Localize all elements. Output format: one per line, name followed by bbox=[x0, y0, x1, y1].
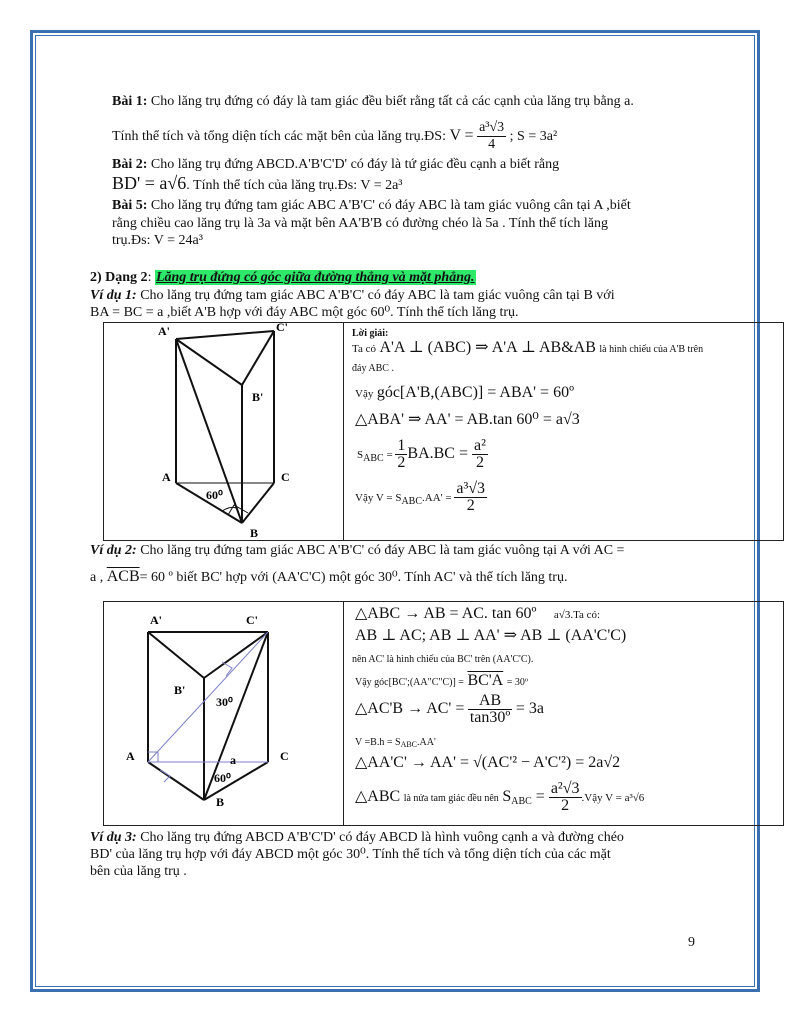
vd2-prism-figure bbox=[104, 602, 342, 824]
vd2-sol-line4: Vậy góc[BC';(AA"C"C)] = BC'A = 30º bbox=[355, 672, 528, 689]
bai1-label: Bài 1: bbox=[112, 94, 148, 109]
vd2-label-C: C bbox=[280, 749, 289, 763]
bai1-line1: Bài 1: Cho lăng trụ đứng có đáy là tam giác đều biết rằng tất cả các cạnh của lăng trụ bằng a. bbox=[112, 94, 634, 109]
vd1-label-angle: 60⁰ bbox=[206, 488, 223, 502]
vd1-sol-line5: Vậy $V = S_{ABC}.AA'$ = $\frac{\text{a³√3}}{2}$ bbox=[355, 480, 486, 515]
vd2-label-a: a bbox=[230, 753, 236, 767]
vd3-line1: Ví dụ 3: Cho lăng trụ đứng ABCD A'B'C'D' có đáy ABCD là hình vuông cạnh a và đường chéo bbox=[90, 830, 624, 845]
vd2-sol-line2: AB ⊥ AC; AB ⊥ AA' ⇒ AB ⊥ (AA'C'C) bbox=[355, 627, 627, 644]
vd2-label-B: B bbox=[216, 795, 225, 809]
vd2-sol-line6: $V =B.h = S_{ABC}.AA'$ bbox=[355, 737, 436, 749]
vd1-line1: Ví dụ 1: Cho lăng trụ đứng tam giác ABC A'B'C' có đáy ABC là tam giác vuông cân tại B với bbox=[90, 288, 615, 303]
bai5-line1: Bài 5: Cho lăng trụ đứng tam giác ABC A'B'C' có đáy ABC là tam giác vuông cân tại A ,biết bbox=[112, 198, 631, 213]
vd1-line2: BA = BC = a ,biết A'B hợp với đáy ABC một góc 60⁰. Tính thể tích lăng trụ. bbox=[90, 305, 519, 320]
vd1-label-A: A bbox=[162, 470, 171, 484]
vd2-sol-line5: △AC'B → AC' = $\frac{AB}{\text{tan30º}}$ = 3a bbox=[355, 692, 544, 727]
bai2-line1: Bài 2: Cho lăng trụ đứng ABCD.A'B'C'D' có đáy là tứ giác đều cạnh a biết rằng bbox=[112, 157, 560, 172]
vd1-prism-figure bbox=[104, 323, 342, 540]
vd2-sol-line8: △ABC là nửa tam giác đều nên $S_{ABC}$ = $\frac{\text{a²√3}}{2}$ .Vậy V = a³√6 bbox=[355, 780, 645, 815]
bai2-line2: BD' = a√6. Tính thể tích của lăng trụ.Đs: V = 2a³ bbox=[112, 173, 403, 193]
vd2-line1: Ví dụ 2: Cho lăng trụ đứng tam giác ABC A'B'C' có đáy ABC là tam giác vuông tại A với AC = bbox=[90, 543, 625, 558]
bai1-line2: Tính thể tích và tổng diện tích các mặt bên của lăng trụ.ĐS: V = $\frac{\text{a³√3}}{4}$ ; S = 3a² bbox=[112, 120, 558, 153]
vd1-label-B: B bbox=[250, 526, 259, 540]
vd2-line2: a , $\overline{ACB}= 60$ º biết BC' hợp với (AA'C'C) một góc 30⁰. Tính AC' và thể tích lăng trụ. bbox=[90, 568, 568, 585]
vd1-label-C: C bbox=[281, 470, 290, 484]
vd2-label-A1: A' bbox=[150, 613, 162, 627]
bai1-volume-fraction: $\frac{\text{a³√3}}{4}$ bbox=[479, 120, 505, 153]
vd2-sol-line1: △ABC → AB = AC. tan 60º a√3.Ta có: bbox=[355, 605, 601, 622]
bai5-line3: trụ.Đs: V = 24a³ bbox=[112, 233, 203, 248]
vd1-sol-line1b: đáy ABC . bbox=[352, 363, 394, 374]
bai2-label: Bài 2: bbox=[112, 157, 148, 172]
vd3-line2: BD' của lăng trụ hợp với đáy ABCD một góc 30⁰. Tính thể tích và tổng diện tích của các mặt bbox=[90, 847, 611, 862]
vd1-sol-line3: △ABA' ⇒ AA' = AB.tan 60⁰ = a√3 bbox=[355, 411, 580, 428]
vd2-sol-line3: nên AC' là hình chiếu của BC' trên (AA'C'C). bbox=[352, 654, 534, 665]
vd2-label-C1: C' bbox=[246, 613, 258, 627]
page-number: 9 bbox=[688, 935, 695, 950]
vd2-label-A: A bbox=[126, 749, 135, 763]
vd1-label-A1: A' bbox=[158, 324, 170, 338]
vd1-label-B1: B' bbox=[252, 390, 264, 404]
vd3-line3: bên của lăng trụ . bbox=[90, 864, 187, 879]
vd1-box-divider bbox=[343, 322, 344, 541]
vd1-sol-line1: Ta có A'A ⊥ (ABC) ⇒ A'A ⊥ AB&AB là hình chiếu của A'B trên bbox=[352, 339, 704, 356]
vd1-sol-line2: Vậy góc[A'B,(ABC)] = ABA' = 60º bbox=[355, 384, 575, 401]
vd1-sol-title: Lời giải: bbox=[352, 328, 389, 339]
vd2-label-angle60: 60⁰ bbox=[214, 771, 231, 785]
vd2-sol-line7: △AA'C' → AA' = √(AC'² − A'C'²) = 2a√2 bbox=[355, 754, 621, 771]
vd1-label-C1: C' bbox=[276, 323, 288, 334]
bai5-label: Bài 5: bbox=[112, 198, 148, 213]
section-title-highlight: Lăng trụ đứng có góc giữa đường thẳng và mặt phẳng. bbox=[155, 270, 475, 285]
vd2-label-angle30: 30⁰ bbox=[216, 695, 233, 709]
section-heading: 2) Dạng 2: Lăng trụ đứng có góc giữa đường thẳng và mặt phẳng. bbox=[90, 270, 475, 285]
vd1-sol-line4: $S_{ABC}$ = $\frac{1}{2}$ BA.BC = $\frac{\text{a²}}{2}$ bbox=[357, 437, 486, 472]
vd2-label-B1: B' bbox=[174, 683, 186, 697]
vd2-box-divider bbox=[343, 601, 344, 826]
bai5-line2: rằng chiều cao lăng trụ là 3a và mặt bên AA'B'B có đường chéo là 5a . Tính thể tích lăng bbox=[112, 216, 609, 231]
